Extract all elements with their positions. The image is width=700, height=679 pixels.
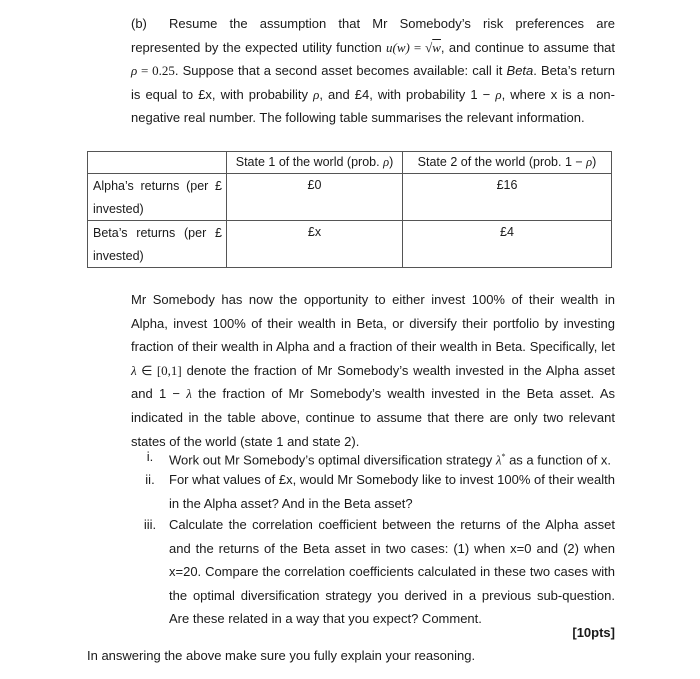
beta-state-2-return: £4 [403,221,612,268]
table-row [88,174,612,221]
beta-asset-name: Beta [506,63,534,79]
table-row [88,221,612,268]
footer-note: In answering the above make sure you fully explain your reasoning. [87,648,476,663]
header-state-2: State 2 of the world (prob. 1 − ρ) [403,152,612,174]
points-label: [10pts] [572,625,615,640]
part-label: (b) [131,16,147,31]
header-state-1: State 1 of the world (prob. ρ) [227,152,403,174]
beta-state-1-return: £x [227,221,403,268]
question-number: ii. [145,472,155,487]
utility-function: u(w) [386,39,410,55]
alpha-state-1-return: £0 [227,174,403,221]
diversification-paragraph: Mr Somebody has now the opportunity to either invest 100% of their wealth in Alpha, invest 100% of their wealth in Beta, or diversify their portfolio by investing fraction of their wealth in Alpha and a fraction of their wealth in Beta. Specifically, let λ ∈ [0,1] denote the fraction of Mr Somebody’s wealth invested in the Alpha asset and 1 − λ the fraction of Mr Somebody’s wealth invested in the Beta asset. As indicated in the table above, continue to assume that there are only two relevant states of the world (state 1 and state 2). [131,292,615,449]
table-header-row [88,152,612,174]
row-label-beta: Beta’s returns (per £ invested) [88,221,227,268]
question-i: i. Work out Mr Somebody’s optimal diversification strategy λ* as a function of x. [131,445,615,472]
question-number: i. [146,449,154,464]
question-iii: iii. Calculate the correlation coefficient between the returns of the Alpha asset and the returns of the Beta asset in two cases: (1) when x=0 and (2) when x=20. Compare the correlation coefficients calculated in these two cases with the optimal diversification strategy you derived in a previous sub-question. Are these related in a way that you expect? Comment. [131,513,615,631]
row-label-alpha: Alpha’s returns (per £ invested) [88,174,227,221]
question-ii: ii. For what values of £x, would Mr Somebody like to invest 100% of their wealth in the Alpha asset? And in the Beta asset? [131,468,615,515]
alpha-state-2-return: £16 [403,174,612,221]
lambda-symbol: λ [131,362,137,378]
intro-paragraph: (b) Resume the assumption that Mr Somebody’s risk preferences are represented by the expected utility function u(w) = √w, and continue to assume that ρ = 0.25. Suppose that a second asset becomes available: call it Beta. Beta’s return is equal to £x, with probability ρ, and £4, with probability 1 − ρ, where x is a non-negative real number. The following table summarises the relevant information. [131,12,615,130]
returns-table [87,151,612,268]
rho-symbol: ρ [131,63,138,79]
question-number: iii. [143,517,157,532]
header-blank [88,152,227,174]
